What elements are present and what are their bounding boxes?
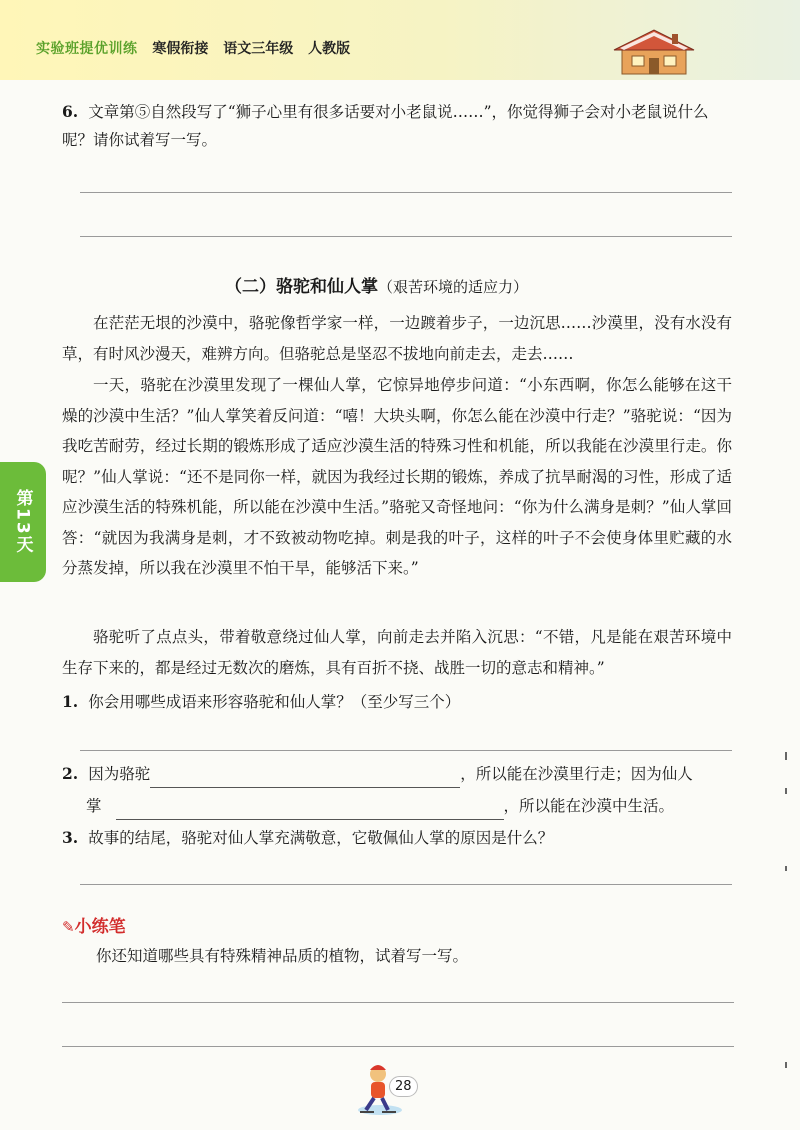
answer-line-q1[interactable] xyxy=(80,750,732,751)
series-name: 实验班提优训练 xyxy=(36,41,138,57)
passage-paragraph-3: 骆驼听了点点头，带着敬意绕过仙人掌，向前走去并陷入沉思：“不错，凡是能在艰苦环境中生存下来的，都是经过无数次的磨炼，具有百折不挠、战胜一切的意志和精神。” xyxy=(62,628,732,677)
question-3 xyxy=(62,824,734,852)
answer-blank-q2-1[interactable] xyxy=(150,769,460,788)
header-item-edition: 人教版 xyxy=(308,41,351,57)
question-2-line-2 xyxy=(86,792,736,820)
question-1-number: 1. xyxy=(62,692,79,711)
passage-paragraph-2: 一天，骆驼在沙漠里发现了一棵仙人掌，它惊异地停步问道：“小东西啊，你怎么能够在这干燥的沙漠中生活？”仙人掌笑着反问道：“嘻！大块头啊，你怎么能在沙漠中行走？”骆驼说：“因为我吃苦耐劳，经过长期的锻炼形成了适应沙漠生活的特殊习性和机能，所以我能在沙漠里行走。你呢？”仙人掌说：“还不是同你一样，就因为我经过长期的锻炼，养成了抗旱耐渴的习性，形成了适应沙漠生活的特殊机能，所以能在沙漠中生活。”骆驼又奇怪地问：“你为什么满身是刺？”仙人掌回答：“就因为我满身是刺，才不致被动物吃掉。刺是我的叶子，这样的叶子不会使身体里贮藏的水分蒸发掉，所以我在沙漠里不怕干旱，能够活下来。” xyxy=(62,376,732,577)
answer-blank-q2-2[interactable] xyxy=(116,801,504,820)
answer-line-q3[interactable] xyxy=(80,884,732,885)
question-2-line-1 xyxy=(62,760,742,788)
pencil-icon: ✎ xyxy=(62,918,75,936)
answer-line-q6-1[interactable] xyxy=(80,192,732,193)
question-1-text: 你会用哪些成语来形容骆驼和仙人掌？（至少写三个） xyxy=(88,693,461,711)
question-1 xyxy=(62,688,734,716)
section-subtitle: （艰苦环境的适应力） xyxy=(378,278,529,296)
question-3-text: 故事的结尾，骆驼对仙人掌充满敬意，它敬佩仙人掌的原因是什么？ xyxy=(88,829,554,847)
edge-mark-1 xyxy=(785,752,787,760)
day-tab-label: 第13天 xyxy=(12,489,33,555)
question-3-number: 3. xyxy=(62,828,79,847)
question-6-text: 文章第⑤自然段写了“狮子心里有很多话要对小老鼠说……”，你觉得狮子会对小老鼠说什么呢？请你试着写一写。 xyxy=(62,103,709,149)
edge-mark-4 xyxy=(785,1062,787,1068)
practice-prompt: 你还知道哪些具有特殊精神品质的植物，试着写一写。 xyxy=(96,947,469,965)
question-2-number: 2. xyxy=(62,764,79,783)
practice-label-text: 小练笔 xyxy=(74,917,126,937)
question-2-suffix-1: ，所以能在沙漠里行走；因为仙人 xyxy=(460,765,693,783)
question-6-number: 6. xyxy=(62,102,79,121)
answer-line-q6-2[interactable] xyxy=(80,236,732,237)
edge-mark-3 xyxy=(785,866,787,871)
page-number: 28 xyxy=(389,1076,418,1097)
answer-line-practice-1[interactable] xyxy=(62,1002,734,1003)
passage-paragraph-1: 在茫茫无垠的沙漠中，骆驼像哲学家一样，一边踱着步子，一边沉思……沙漠里，没有水没有草，有时风沙漫天，难辨方向。但骆驼总是坚忍不拔地向前走去，走去…… xyxy=(62,314,732,363)
question-2-suffix-2: ，所以能在沙漠中生活。 xyxy=(503,797,675,815)
section-title-main: （二）骆驼和仙人掌 xyxy=(225,277,378,297)
question-2-prefix-2: 掌 xyxy=(86,797,102,815)
section-title xyxy=(225,272,528,297)
header-item-term: 寒假衔接 xyxy=(152,41,209,57)
edge-mark-2 xyxy=(785,788,787,794)
day-tab xyxy=(0,462,46,582)
question-2-prefix-1: 因为骆驼 xyxy=(88,765,151,783)
answer-line-practice-2[interactable] xyxy=(62,1046,734,1047)
header-item-subject: 语文三年级 xyxy=(223,41,294,57)
header-text xyxy=(36,38,350,58)
question-6 xyxy=(62,98,734,154)
practice-label xyxy=(62,912,126,937)
house-illustration xyxy=(606,28,702,76)
